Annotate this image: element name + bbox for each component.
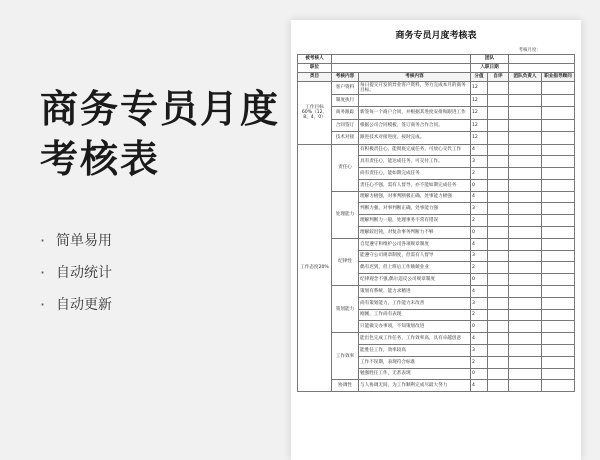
join-date-label: 入职日期: [471, 64, 509, 73]
advisor-eval-cell: [542, 107, 575, 120]
team-lead-eval-cell: [509, 250, 542, 262]
score-cell: 2: [471, 215, 488, 227]
score-cell: 4: [471, 238, 488, 250]
table-row: [298, 82, 575, 95]
feature-label: 简单易用: [56, 233, 112, 249]
name-label: 被考核人: [298, 55, 332, 64]
criteria-cell: 理解力极强，对事判断极正确，处事能力极强: [359, 191, 471, 203]
advisor-eval-cell: [542, 368, 575, 380]
self-eval-cell: [488, 333, 509, 345]
self-eval-cell: [488, 94, 509, 107]
criteria-cell: 新签每一个商户合同，并根据其进度安排和跟进工作: [359, 107, 471, 120]
criteria-cell: 能遵守公司规章制度，但需有人督导: [359, 250, 471, 262]
criteria-cell: 勉强胜任工作，无甚表现: [359, 368, 471, 380]
info-row: [298, 64, 575, 73]
self-eval-cell: [488, 274, 509, 286]
team-lead-eval-cell: [509, 156, 542, 168]
score-cell: 0: [471, 321, 488, 333]
position-label: 职位: [298, 64, 332, 73]
item-name-cell: 制度执行: [332, 94, 359, 107]
document-preview: [291, 20, 581, 460]
advisor-eval-cell: [542, 356, 575, 368]
advisor-eval-cell: [542, 262, 575, 274]
item-name-cell: 合同签订: [332, 119, 359, 132]
advisor-eval-cell: [542, 321, 575, 333]
table-row: [298, 132, 575, 145]
criteria-cell: 策划有系统、能力求精进: [359, 286, 471, 298]
team-lead-eval-cell: [509, 286, 542, 298]
self-eval-cell: [488, 203, 509, 215]
criteria-cell: 根据公司合同模板，签订商务合作合同。: [359, 119, 471, 132]
score-cell: 3: [471, 203, 488, 215]
assessment-table: [297, 54, 575, 392]
advisor-eval-cell: [542, 132, 575, 145]
team-lead-eval-cell: [509, 274, 542, 286]
header-cell: 分值: [471, 73, 488, 82]
team-label: 团队: [471, 55, 509, 64]
advisor-eval-cell: [542, 309, 575, 321]
item-name-cell: 客户资料: [332, 82, 359, 95]
criteria-cell: 纪律观念不强,偶尔违反公司规章制度: [359, 274, 471, 286]
score-cell: 4: [471, 380, 488, 392]
self-eval-cell: [488, 144, 509, 156]
team-lead-eval-cell: [509, 94, 542, 107]
category-cell: 工作态度20%: [298, 144, 332, 392]
team-lead-eval-cell: [509, 238, 542, 250]
join-date-value-cell: [509, 64, 575, 73]
table-row: [298, 119, 575, 132]
criteria-cell: 偶有迟到，但上班后工作兢兢业业: [359, 262, 471, 274]
item-name-cell: 商务跟踪: [332, 107, 359, 120]
self-eval-cell: [488, 215, 509, 227]
criteria-cell: 自觉遵守和维护公司各项规章制度: [359, 238, 471, 250]
self-eval-cell: [488, 297, 509, 309]
advisor-eval-cell: [542, 380, 575, 392]
score-cell: 12: [471, 107, 488, 120]
team-lead-eval-cell: [509, 262, 542, 274]
team-lead-eval-cell: [509, 227, 542, 239]
self-eval-cell: [488, 238, 509, 250]
score-cell: 0: [471, 274, 488, 286]
team-lead-eval-cell: [509, 132, 542, 145]
criteria-cell: 能出色完成工作任务，工作效率高，具有卓越创意: [359, 333, 471, 345]
bullet-icon: ·: [40, 294, 46, 314]
position-value-cell: [332, 64, 471, 73]
table-row: [298, 286, 575, 298]
advisor-eval-cell: [542, 286, 575, 298]
criteria-cell: 具有责任心，能达成任务，可交付工作。: [359, 156, 471, 168]
info-row: [298, 55, 575, 64]
criteria-cell: 判断力强，对事判断正确，处事能力强: [359, 203, 471, 215]
team-lead-eval-cell: [509, 82, 542, 95]
score-cell: 4: [471, 333, 488, 345]
advisor-eval-cell: [542, 215, 575, 227]
score-cell: 3: [471, 250, 488, 262]
feature-list: [40, 224, 112, 320]
category-cell: 工作目标60%（12、8、4、0）: [298, 82, 332, 145]
self-eval-cell: [488, 191, 509, 203]
item-name-cell: 纪律性: [332, 238, 359, 285]
promo-title: 商务专员月度考核表: [40, 87, 281, 181]
item-name-cell: 责任心: [332, 144, 359, 191]
advisor-eval-cell: [542, 94, 575, 107]
criteria-cell: 跟进技术对接进度，按时完成。: [359, 132, 471, 145]
advisor-eval-cell: [542, 144, 575, 156]
team-lead-eval-cell: [509, 297, 542, 309]
advisor-eval-cell: [542, 274, 575, 286]
item-name-cell: 处理能力: [332, 191, 359, 238]
team-value-cell: [509, 55, 575, 64]
self-eval-cell: [488, 250, 509, 262]
score-cell: 4: [471, 144, 488, 156]
bullet-icon: ·: [40, 262, 46, 282]
advisor-eval-cell: [542, 333, 575, 345]
table-row: [298, 380, 575, 392]
criteria-cell: 理解判断力一般，处理事务不常有错误: [359, 215, 471, 227]
self-eval-cell: [488, 119, 509, 132]
document-title: 商务专员月度考核表: [395, 31, 477, 41]
feature-item: [40, 224, 112, 256]
self-eval-cell: [488, 179, 509, 191]
advisor-eval-cell: [542, 250, 575, 262]
criteria-cell: 与人协调无间，为工作顺利完成尽最大努力: [359, 380, 471, 392]
team-lead-eval-cell: [509, 144, 542, 156]
table-row: [298, 144, 575, 156]
team-lead-eval-cell: [509, 368, 542, 380]
team-lead-eval-cell: [509, 119, 542, 132]
self-eval-cell: [488, 286, 509, 298]
item-name-cell: 协调性: [332, 380, 359, 392]
team-lead-eval-cell: [509, 191, 542, 203]
advisor-eval-cell: [542, 168, 575, 180]
criteria-cell: 刚刚，工作尚有表现: [359, 309, 471, 321]
criteria-cell: 每日提交开发的异业客户资料，努力完成本月的商务目标。: [359, 82, 471, 95]
score-cell: 2: [471, 309, 488, 321]
self-eval-cell: [488, 156, 509, 168]
criteria-cell: 责任心不强，需有人督导，亦不能如期完成任务: [359, 179, 471, 191]
advisor-eval-cell: [542, 179, 575, 191]
header-cell: 类目: [298, 73, 332, 82]
advisor-eval-cell: [542, 82, 575, 95]
team-lead-eval-cell: [509, 168, 542, 180]
team-lead-eval-cell: [509, 107, 542, 120]
header-cell: 自评: [488, 73, 509, 82]
criteria-cell: 只能做交办事项，不知策划改进: [359, 321, 471, 333]
table-row: [298, 333, 575, 345]
team-lead-eval-cell: [509, 203, 542, 215]
advisor-eval-cell: [542, 119, 575, 132]
self-eval-cell: [488, 82, 509, 95]
score-cell: 2: [471, 262, 488, 274]
criteria-cell: 理解较迟钝，对复杂事务判断力不够: [359, 227, 471, 239]
self-eval-cell: [488, 168, 509, 180]
advisor-eval-cell: [542, 297, 575, 309]
score-cell: 3: [471, 156, 488, 168]
table-row: [298, 94, 575, 107]
team-lead-eval-cell: [509, 321, 542, 333]
criteria-cell: 工作不误期，表现符合标准: [359, 356, 471, 368]
bullet-icon: ·: [40, 230, 46, 250]
criteria-cell: 尚有责任心，能如期完成任务: [359, 168, 471, 180]
self-eval-cell: [488, 107, 509, 120]
advisor-eval-cell: [542, 227, 575, 239]
advisor-eval-cell: [542, 191, 575, 203]
score-cell: 0: [471, 179, 488, 191]
feature-item: [40, 256, 112, 288]
self-eval-cell: [488, 321, 509, 333]
header-cell: 考核内容: [332, 73, 359, 82]
table-row: [298, 238, 575, 250]
score-cell: 0: [471, 368, 488, 380]
self-eval-cell: [488, 380, 509, 392]
score-cell: 12: [471, 82, 488, 95]
feature-item: [40, 288, 112, 320]
table-row: [298, 191, 575, 203]
team-lead-eval-cell: [509, 356, 542, 368]
header-cell: 考核内容: [359, 73, 471, 82]
score-cell: 12: [471, 132, 488, 145]
advisor-eval-cell: [542, 203, 575, 215]
team-lead-eval-cell: [509, 380, 542, 392]
self-eval-cell: [488, 132, 509, 145]
score-cell: 4: [471, 286, 488, 298]
table-row: [298, 107, 575, 120]
item-name-cell: 技术对接: [332, 132, 359, 145]
team-lead-eval-cell: [509, 309, 542, 321]
feature-label: 自动统计: [56, 265, 112, 281]
name-value-cell: [332, 55, 471, 64]
self-eval-cell: [488, 309, 509, 321]
score-cell: 4: [471, 191, 488, 203]
item-name-cell: 工作效率: [332, 333, 359, 380]
score-cell: 2: [471, 356, 488, 368]
table-header-row: [298, 73, 575, 82]
score-cell: 2: [471, 168, 488, 180]
criteria-cell: [359, 94, 471, 107]
team-lead-eval-cell: [509, 179, 542, 191]
criteria-cell: 尚有策划能力，工作能力未改善: [359, 297, 471, 309]
header-cell: 团队负责人: [509, 73, 542, 82]
criteria-cell: 有积极责任心，能彻底完成任务，可放心交代工作: [359, 144, 471, 156]
score-cell: 12: [471, 94, 488, 107]
self-eval-cell: [488, 345, 509, 357]
self-eval-cell: [488, 368, 509, 380]
team-lead-eval-cell: [509, 345, 542, 357]
team-lead-eval-cell: [509, 215, 542, 227]
self-eval-cell: [488, 227, 509, 239]
advisor-eval-cell: [542, 238, 575, 250]
score-cell: 3: [471, 297, 488, 309]
score-cell: 12: [471, 119, 488, 132]
month-label: 考核月度：: [518, 48, 541, 53]
score-cell: 0: [471, 227, 488, 239]
advisor-eval-cell: [542, 156, 575, 168]
advisor-eval-cell: [542, 345, 575, 357]
score-cell: 3: [471, 345, 488, 357]
team-lead-eval-cell: [509, 333, 542, 345]
self-eval-cell: [488, 356, 509, 368]
item-name-cell: 策划能力: [332, 286, 359, 333]
feature-label: 自动更新: [56, 297, 112, 313]
self-eval-cell: [488, 262, 509, 274]
criteria-cell: 能胜任工作，效率较高: [359, 345, 471, 357]
header-cell: 职业指导顾问: [542, 73, 575, 82]
